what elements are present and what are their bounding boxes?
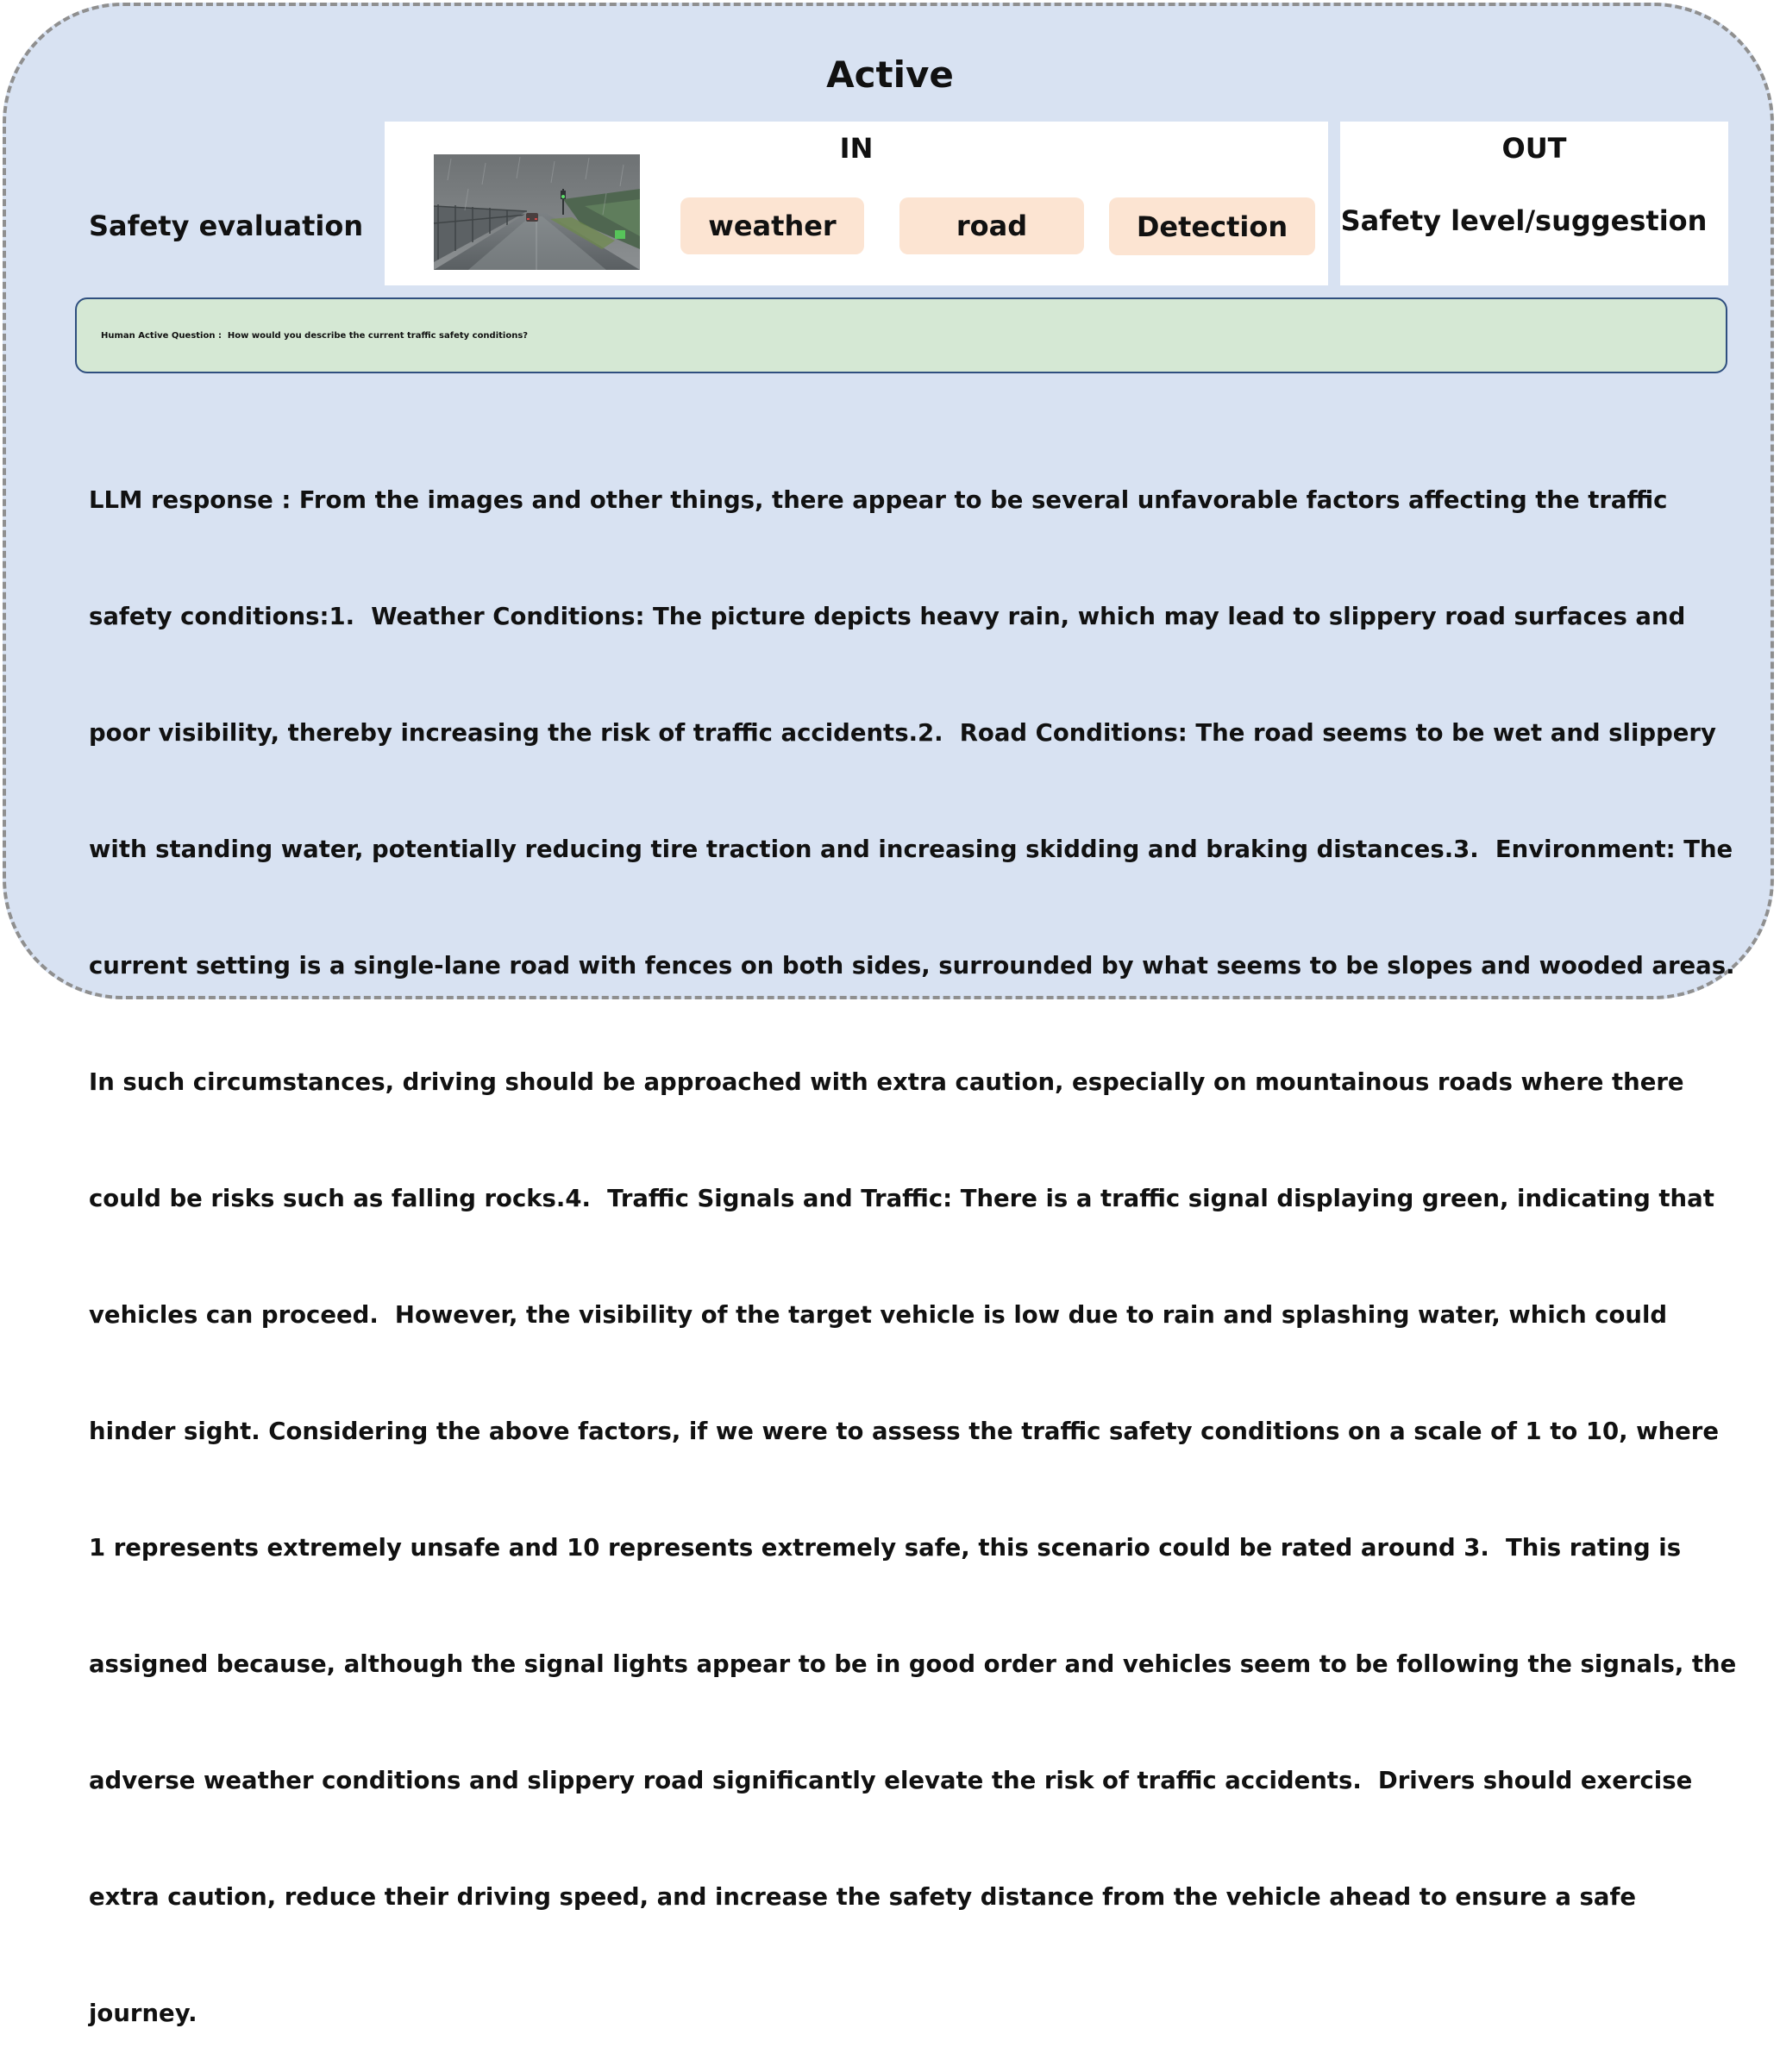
rainy-road-illustration [434,154,640,270]
input-tag-weather: weather [680,197,864,254]
card-title: Active [826,53,954,96]
input-tag-detection: Detection [1109,197,1315,255]
input-tag-road: road [899,197,1084,254]
response-line: safety conditions:1. Weather Conditions: The picture depicts heavy rain, which may lead to slippery road surfaces and [89,603,1686,630]
response-line: poor visibility, thereby increasing the risk of traffic accidents.2. Road Conditions: The road seems to be wet and slippery [89,719,1716,747]
response-line: vehicles can proceed. However, the visibility of the target vehicle is low due to rain and splashing water, which could [89,1301,1668,1329]
response-line: assigned because, although the signal lights appear to be in good order and vehicles seem to be following the signals, the [89,1650,1737,1678]
in-panel-header: IN [839,132,874,165]
response-line: current setting is a single-lane road with fences on both sides, surrounded by what seems to be slopes and wooded areas. [89,952,1735,980]
human-question-box [75,297,1727,373]
response-line: with standing water, potentially reducing tire traction and increasing skidding and braking distances.3. Environment: The [89,836,1733,863]
response-line: extra caution, reduce their driving speed, and increase the safety distance from the vehicle ahead to ensure a safe [89,1883,1637,1911]
question-text: How would you describe the current traffic safety conditions? [227,330,529,341]
row-label-safety-evaluation: Safety evaluation [89,210,364,242]
response-line: journey. [89,2000,197,2027]
response-line: adverse weather conditions and slippery road significantly elevate the risk of traffic accidents. Drivers should exercise [89,1767,1693,1794]
rainy-road-image [434,154,640,270]
out-panel-header: OUT [1501,132,1567,165]
response-line: could be risks such as falling rocks.4. Traffic Signals and Traffic: There is a traffic signal displaying green, indicating that [89,1185,1714,1212]
question-label: Human Active Question : [101,330,228,341]
llm-response [89,404,1745,2072]
output-safety-level: Safety level/suggestion [1340,204,1708,237]
response-line: hinder sight. Considering the above factors, if we were to assess the traffic safety conditions on a scale of 1 to 10, where [89,1418,1719,1445]
response-line: 1 represents extremely unsafe and 10 represents extremely safe, this scenario could be rated around 3. This rating is [89,1534,1682,1562]
response-line: LLM response : From the images and other things, there appear to be several unfavorable factors affecting the traffic [89,486,1668,514]
response-line: In such circumstances, driving should be approached with extra caution, especially on mountainous roads where there [89,1068,1684,1096]
